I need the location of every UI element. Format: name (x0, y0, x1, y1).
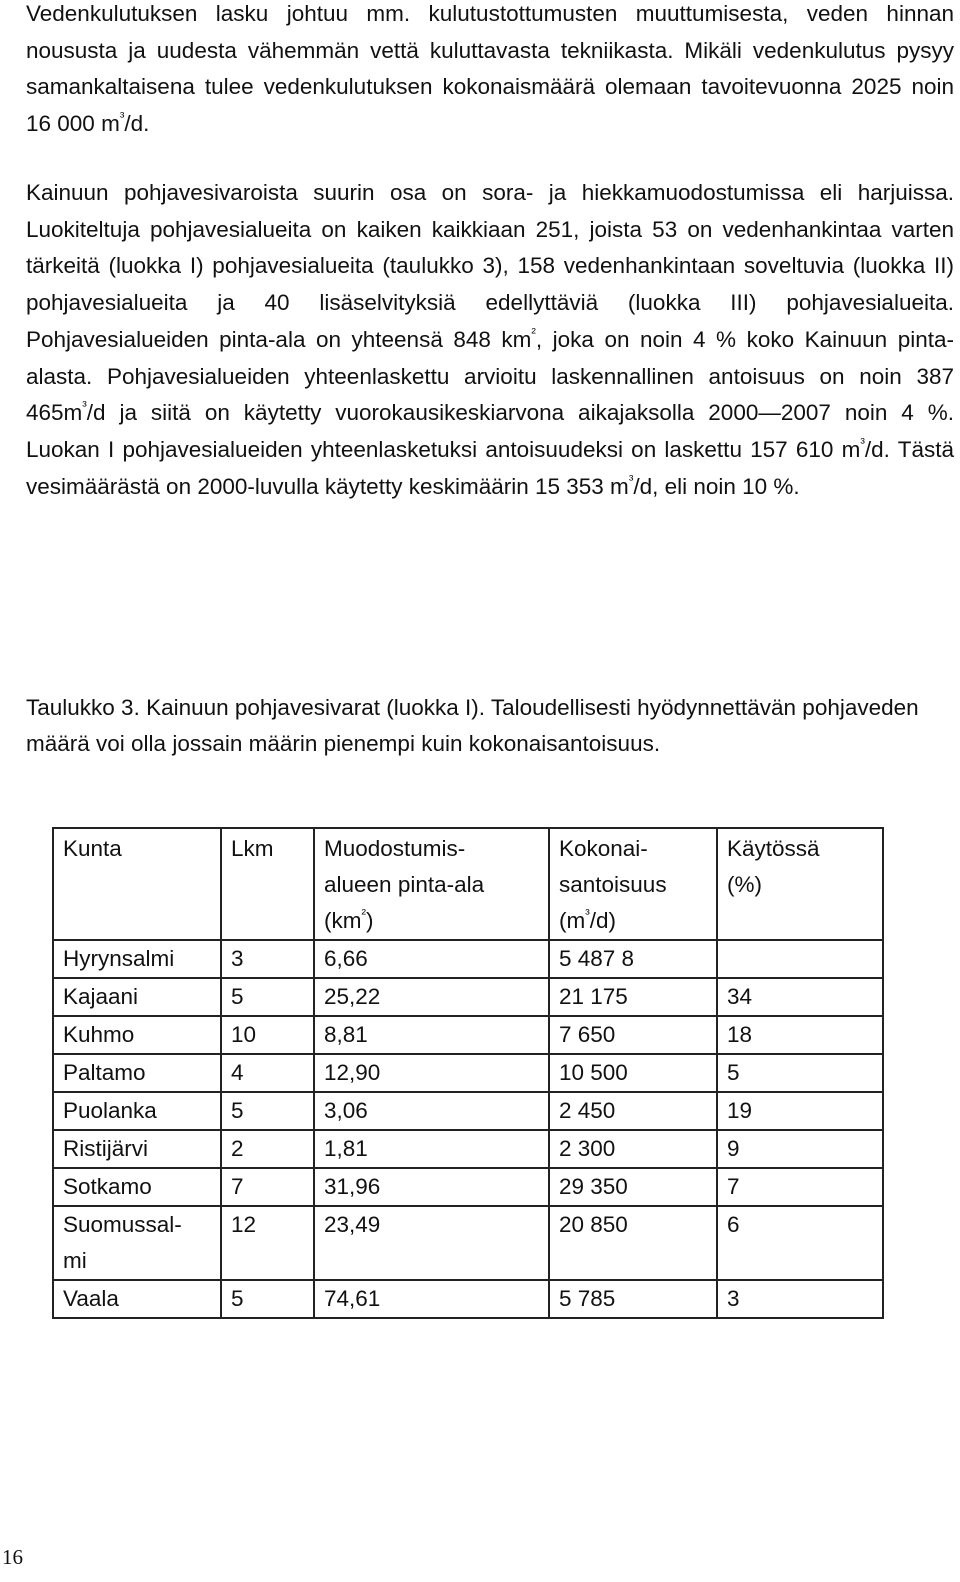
table-cell: 5 (717, 1054, 883, 1092)
table-cell: 18 (717, 1016, 883, 1054)
table-cell: Kajaani (53, 978, 221, 1016)
table-cell: Sotkamo (53, 1168, 221, 1206)
table-body (53, 828, 883, 1318)
table-cell: 7 650 (549, 1016, 717, 1054)
table-cell: 6 (717, 1206, 883, 1280)
table-row (53, 978, 883, 1016)
table-row (53, 1168, 883, 1206)
table-cell: 5 (221, 1092, 314, 1130)
table-cell: 8,81 (314, 1016, 549, 1054)
table-header-row (53, 828, 883, 940)
table-cell: 74,61 (314, 1280, 549, 1318)
table-cell: Vaala (53, 1280, 221, 1318)
table-cell: Paltamo (53, 1054, 221, 1092)
table-cell: 6,66 (314, 940, 549, 978)
table-row (53, 1206, 883, 1280)
table-cell: 5 (221, 978, 314, 1016)
header-kaytossa: Käytössä (%) (717, 828, 883, 940)
table-cell: 10 (221, 1016, 314, 1054)
page-number: 16 (2, 1545, 23, 1569)
table-cell: 3,06 (314, 1092, 549, 1130)
table-cell: Kuhmo (53, 1016, 221, 1054)
table-cell: 5 487 8 (549, 940, 717, 978)
header-lkm: Lkm (221, 828, 314, 940)
table-cell: Suomussal- mi (53, 1206, 221, 1280)
table-cell: 23,49 (314, 1206, 549, 1280)
table-cell: 29 350 (549, 1168, 717, 1206)
table-cell: 21 175 (549, 978, 717, 1016)
table-row (53, 1054, 883, 1092)
table-cell: 4 (221, 1054, 314, 1092)
paragraph-water-consumption: Vedenkulutuksen lasku johtuu mm. kulutustottumusten muuttumisesta, veden hinnan noususta ja uudesta vähemmän vettä kuluttavasta tekniikasta. Mikäli vedenkulutus pysyy samankaltaisena tulee vedenkulutuksen kokonaismäärä olemaan tavoitevuonna 2025 noin 16 000 $m^{^3}/d$. (26, 1, 954, 137)
table-row (53, 1092, 883, 1130)
table-cell: 34 (717, 978, 883, 1016)
table-cell: 7 (717, 1168, 883, 1206)
table-row (53, 1016, 883, 1054)
table-cell: 1,81 (314, 1130, 549, 1168)
groundwater-table (52, 827, 884, 1319)
header-pinta-ala: Muodostumis- alueen pinta-ala $(km^{^2})$ (314, 828, 549, 940)
table-cell: 5 785 (549, 1280, 717, 1318)
table-cell: 25,22 (314, 978, 549, 1016)
table-cell: Ristijärvi (53, 1130, 221, 1168)
header-kunta: Kunta (53, 828, 221, 940)
table-cell: Hyrynsalmi (53, 940, 221, 978)
header-kokonaisantoisuus: Kokonai- santoisuus $(m^{^3}/d)$ (549, 828, 717, 940)
table-cell (717, 940, 883, 978)
table-cell: 31,96 (314, 1168, 549, 1206)
table-cell: 20 850 (549, 1206, 717, 1280)
table-cell: 7 (221, 1168, 314, 1206)
table-cell: 2 450 (549, 1092, 717, 1130)
table-caption: Taulukko 3. Kainuun pohjavesivarat (luokka I). Taloudellisesti hyödynnettävän pohjaveden määrä voi olla jossain määrin pienempi kuin kokonaisantoisuus. (26, 695, 919, 756)
table-cell: Puolanka (53, 1092, 221, 1130)
table-cell: 5 (221, 1280, 314, 1318)
table-row (53, 940, 883, 978)
table-cell: 12,90 (314, 1054, 549, 1092)
table-cell: 3 (717, 1280, 883, 1318)
table-cell: 2 (221, 1130, 314, 1168)
table-cell: 12 (221, 1206, 314, 1280)
table-cell: 9 (717, 1130, 883, 1168)
table-cell: 2 300 (549, 1130, 717, 1168)
table-row (53, 1130, 883, 1168)
table-row (53, 1280, 883, 1318)
table-cell: 19 (717, 1092, 883, 1130)
table-cell: 3 (221, 940, 314, 978)
paragraph-groundwater-areas: Kainuun pohjavesivaroista suurin osa on sora- ja hiekkamuodostumissa eli harjuissa. Luokiteltuja pohjavesialueita on kaiken kaikkiaan 251, joista 53 on vedenhankintaa varten tärkeitä (luokka I) pohjavesialueita (taulukko 3), 158 vedenhankintaan soveltuvia (luokka II) pohjavesialueita ja 40 lisäselvityksiä edellyttäviä (luokka III) pohjavesialueita. Pohjavesialueiden pinta-ala on yhteensä 848 $km^{^2}$, joka on noin 4 % koko Kainuun pinta-alasta. Pohjavesialueiden yhteenlaskettu arvioitu laskennallinen antoisuus on noin 387 $465m^{^3}/d$ ja siitä on käytetty vuorokausikeskiarvona aikajaksolla 2000—2007 noin 4 %. Luokan I pohjavesialueiden yhteenlasketuksi antoisuudeksi on laskettu 157 610 $m^{^3}/d$. Tästä vesimäärästä on 2000-luvulla käytetty keskimäärin 15 353 $m^{^3}/d$, eli noin 10 %. (26, 180, 954, 499)
table-cell: 10 500 (549, 1054, 717, 1092)
